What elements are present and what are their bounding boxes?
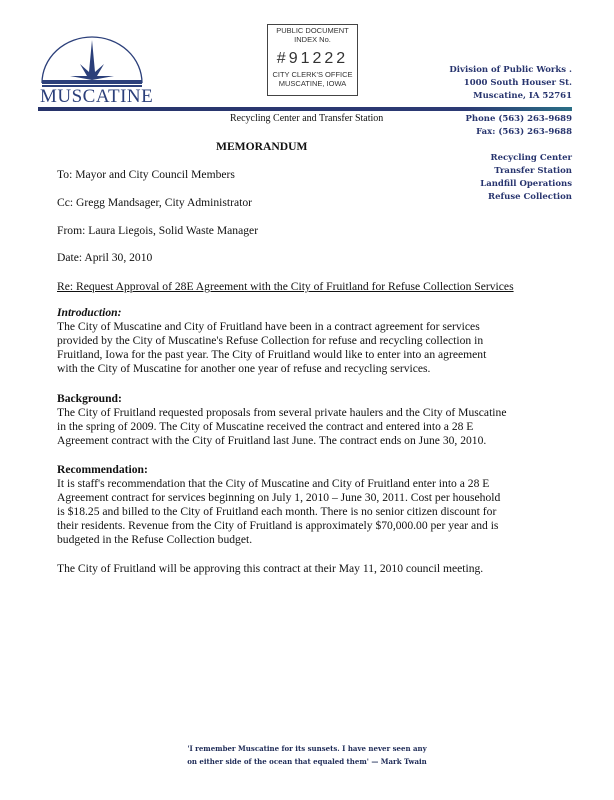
header-rule (38, 107, 572, 111)
body-line: It is staff's recommendation that the City of Muscatine and City of Fruitland enter into a 28 E (57, 477, 490, 490)
contact-block (466, 113, 572, 139)
stamp-line: PUBLIC DOCUMENT (276, 26, 349, 35)
memo-date: Date: April 30, 2010 (57, 251, 153, 264)
address-block (449, 64, 572, 103)
memo-from: From: Laura Liegois, Solid Waste Manager (57, 224, 259, 237)
body-line: The City of Muscatine and City of Fruitland have been in a contract agreement for services (57, 320, 480, 333)
service-item: Transfer Station (494, 166, 572, 176)
section-heading-introduction: Introduction: (57, 306, 122, 319)
body-line: Agreement contract with the City of Fruitland last June. The contract ends on June 30, 2010. (57, 434, 487, 447)
address-line: Muscatine, IA 52761 (473, 91, 572, 101)
stamp-number: #91222 (276, 50, 349, 67)
body-line: their residents. Revenue from the City of Fruitland is approximately $70,000.00 per year and is (57, 519, 499, 532)
fax: Fax: (563) 263-9688 (476, 127, 572, 137)
closing-line: The City of Fruitland will be approving this contract at their May 11, 2010 council meeting. (57, 562, 484, 575)
body-line: is $18.25 and billed to the City of Fruitland each month. There is no senior citizen discount for (57, 505, 497, 518)
section-body-background (57, 406, 506, 448)
address-line: 1000 South Houser St. (463, 78, 572, 88)
services-block (480, 152, 572, 204)
muscatine-logo-icon (40, 36, 144, 88)
memo-title: MEMORANDUM (216, 140, 308, 153)
stamp-line: CITY CLERK'S OFFICE (272, 70, 353, 79)
body-line: with the City of Muscatine for another one year of refuse and recycling services. (57, 362, 431, 375)
section-body-recommendation (57, 477, 500, 547)
body-line: in the spring of 2009. The City of Muscatine received the contract and entered into a 28 E (57, 420, 474, 433)
logo-text: MUSCATINE (40, 86, 154, 107)
section-heading-background: Background: (57, 392, 122, 405)
stamp-line: MUSCATINE, IOWA (278, 78, 347, 88)
department-label: Recycling Center and Transfer Station (230, 113, 384, 124)
body-line: Fruitland, Iowa for the past year. The City of Fruitland would like to enter into an agreement (57, 348, 487, 361)
phone: Phone (563) 263-9689 (465, 114, 572, 124)
memo-cc: Cc: Gregg Mandsager, City Administrator (57, 196, 252, 209)
body-line: The City of Fruitland requested proposals from several private haulers and the City of Muscatine (57, 406, 507, 419)
stamp-line: INDEX No. (294, 34, 331, 44)
service-item: Landfill Operations (480, 179, 572, 189)
quote-line: 'I remember Muscatine for its sunsets. I have never seen any (187, 744, 427, 753)
body-line: budgeted in the Refuse Collection budget. (57, 533, 253, 546)
address-line: Division of Public Works . (449, 65, 572, 75)
body-line: Agreement contract for services beginning on July 1, 2010 – June 30, 2011. Cost per household (57, 491, 501, 504)
quote-line: on either side of the ocean that equaled them' — Mark Twain (187, 757, 427, 766)
section-body-introduction (57, 320, 486, 376)
memo-subject: Re: Request Approval of 28E Agreement with the City of Fruitland for Refuse Collection Services (57, 280, 514, 293)
body-line: provided by the City of Muscatine's Refuse Collection for refuse and recycling collection in (57, 334, 484, 347)
section-heading-recommendation: Recommendation: (57, 463, 148, 476)
service-item: Refuse Collection (488, 192, 572, 202)
service-item: Recycling Center (490, 153, 572, 163)
memo-to: To: Mayor and City Council Members (57, 168, 235, 181)
footer-quote (0, 742, 614, 768)
public-document-stamp (267, 24, 358, 96)
